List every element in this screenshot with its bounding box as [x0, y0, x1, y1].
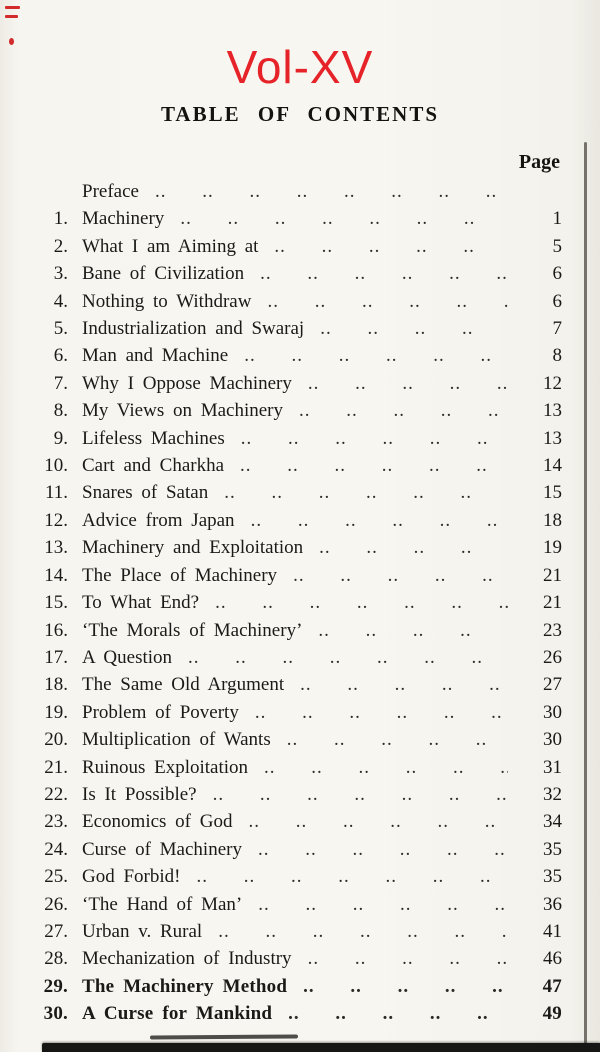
dot-leader	[258, 836, 508, 863]
volume-title: Vol-XV	[226, 41, 374, 93]
toc-entry-page: 6	[552, 263, 562, 285]
toc-row	[10, 425, 562, 452]
toc-entry-number: 13.	[44, 537, 68, 559]
toc-row	[10, 726, 562, 753]
toc-row	[10, 671, 562, 698]
toc-entry-page: 21	[543, 592, 562, 614]
toc-entry-page: 1	[552, 208, 562, 230]
toc-entry-title: The Place of Machinery	[82, 564, 278, 586]
toc-entry-page: 12	[543, 372, 562, 394]
toc-entry-number: 17.	[44, 646, 68, 668]
toc-entry-title: Nothing to Withdraw	[82, 290, 252, 312]
toc-row	[10, 397, 562, 424]
dot-leader	[188, 644, 508, 671]
toc-entry-number: 6.	[53, 345, 68, 367]
toc-entry-page: 27	[543, 674, 562, 696]
ink-smudge	[150, 1034, 298, 1039]
toc-row	[10, 973, 562, 1000]
toc-entry-page: 19	[543, 537, 562, 559]
toc-entry-title: Problem of Poverty	[82, 701, 239, 723]
page-column-label: Page	[518, 151, 560, 173]
toc-entry-title: Economics of God	[82, 811, 233, 833]
toc-entry-title: Snares of Satan	[82, 482, 209, 504]
toc-row	[10, 945, 562, 972]
dot-leader	[299, 397, 508, 424]
toc-entry-number: 25.	[44, 866, 68, 888]
dot-leader	[180, 205, 508, 232]
toc-row	[10, 918, 562, 945]
scan-edge-bottom	[42, 1043, 600, 1052]
dot-leader	[303, 973, 508, 1000]
toc-entry-page: 41	[543, 920, 562, 942]
toc-entry-title: Machinery and Exploitation	[82, 537, 304, 559]
toc-entry-number: 11.	[44, 482, 68, 504]
toc-entry-title: Cart and Charkha	[82, 455, 225, 477]
toc-row	[10, 288, 562, 315]
toc-entry-number: 7.	[53, 372, 68, 394]
dot-leader	[218, 918, 508, 945]
toc-entry-page: 30	[543, 701, 562, 723]
toc-row	[10, 754, 562, 781]
toc-entry-page: 6	[552, 290, 562, 312]
toc-entry-title: Multiplication of Wants	[82, 729, 271, 751]
toc-row	[10, 836, 562, 863]
toc-entry-title: The Same Old Argument	[82, 674, 285, 696]
dot-leader	[267, 288, 508, 315]
scan-edge-right	[584, 142, 587, 1044]
toc-entry-page: 35	[543, 866, 562, 888]
toc-entry-page: 15	[543, 482, 562, 504]
toc-row	[10, 1000, 562, 1027]
toc-entry-title: Man and Machine	[82, 345, 229, 367]
toc-entry-number: 30.	[43, 1003, 68, 1025]
toc-entry-number: 29.	[43, 975, 68, 997]
toc-entry-number: 14.	[44, 564, 68, 586]
toc-entry-number: 5.	[53, 318, 68, 340]
toc-entry-number: 21.	[44, 756, 68, 778]
toc-entry-page: 30	[543, 729, 562, 751]
toc-entry-number: 20.	[44, 729, 68, 751]
toc-entry-number: 24.	[44, 838, 68, 860]
dot-leader	[308, 945, 508, 972]
toc-entry-page: 13	[543, 427, 562, 449]
toc-entry-page: 5	[552, 235, 562, 257]
dot-leader	[248, 808, 508, 835]
toc-entry-page: 8	[552, 345, 562, 367]
toc-entry-number: 8.	[53, 400, 68, 422]
dot-leader	[251, 507, 508, 534]
toc-row	[10, 260, 562, 287]
toc-entry-title: Mechanization of Industry	[82, 948, 292, 970]
toc-row	[10, 534, 562, 561]
toc-entry-page: 36	[543, 893, 562, 915]
toc-row	[10, 781, 562, 808]
toc-entry-title: Is It Possible?	[82, 783, 197, 805]
toc-row	[10, 562, 562, 589]
toc-entry-title: Ruinous Exploitation	[82, 756, 249, 778]
toc-entry-title: Urban v. Rural	[82, 920, 203, 942]
toc-entry-number: 22.	[44, 783, 68, 805]
toc-list	[10, 178, 562, 1028]
toc-entry-title: Lifeless Machines	[82, 427, 225, 449]
toc-row	[10, 699, 562, 726]
toc-entry-page: 32	[543, 783, 562, 805]
toc-entry-title: Machinery	[82, 208, 165, 230]
toc-row	[10, 479, 562, 506]
dot-leader	[196, 863, 508, 890]
toc-row	[10, 617, 562, 644]
toc-entry-page: 35	[543, 838, 562, 860]
toc-entry-page: 31	[543, 756, 562, 778]
toc-entry-title: ‘The Morals of Machinery’	[82, 619, 303, 641]
toc-entry-title: A Question	[82, 646, 173, 668]
toc-entry-page: 46	[543, 948, 562, 970]
toc-row	[10, 507, 562, 534]
toc-entry-number: 26.	[44, 893, 68, 915]
toc-entry-title: Why I Oppose Machinery	[82, 372, 292, 394]
toc-entry-page: 13	[543, 400, 562, 422]
toc-entry-number: 10.	[44, 455, 68, 477]
toc-entry-page: 49	[542, 1003, 562, 1025]
toc-entry-page: 21	[543, 564, 562, 586]
dot-leader	[320, 315, 508, 342]
dot-leader	[224, 479, 508, 506]
toc-entry-title: My Views on Machinery	[82, 400, 284, 422]
dot-leader	[274, 233, 508, 260]
toc-entry-page: 47	[542, 975, 562, 997]
toc-entry-number: 18.	[44, 674, 68, 696]
toc-entry-title: God Forbid!	[82, 866, 181, 888]
toc-row	[10, 233, 562, 260]
toc-row	[10, 589, 562, 616]
toc-entry-number: 2.	[53, 235, 68, 257]
toc-entry-title: ‘The Hand of Man’	[82, 893, 243, 915]
dot-leader	[213, 781, 508, 808]
toc-entry-title: To What End?	[82, 592, 200, 614]
scan-red-mark	[9, 38, 14, 45]
dot-leader	[287, 726, 508, 753]
toc-entry-number: 23.	[44, 811, 68, 833]
toc-entry-number: 4.	[53, 290, 68, 312]
toc-row	[10, 342, 562, 369]
toc-entry-number: 3.	[53, 263, 68, 285]
dot-leader	[288, 1000, 508, 1027]
toc-entry-page: 7	[552, 318, 562, 340]
toc-entry-title: Advice from Japan	[82, 509, 235, 531]
toc-row	[10, 452, 562, 479]
toc-entry-title: What I am Aiming at	[82, 235, 259, 257]
toc-row	[10, 205, 562, 232]
dot-leader	[255, 699, 508, 726]
toc-entry-title: The Machinery Method	[82, 975, 288, 997]
dot-leader	[319, 534, 508, 561]
toc-heading: TABLE OF CONTENTS	[160, 102, 440, 126]
toc-entry-page: 26	[543, 646, 562, 668]
dot-leader	[300, 671, 508, 698]
dot-leader	[155, 178, 508, 205]
dot-leader	[264, 754, 508, 781]
toc-entry-number: 9.	[53, 427, 68, 449]
toc-row	[10, 315, 562, 342]
toc-entry-title: Bane of Civilization	[82, 263, 245, 285]
dot-leader	[241, 425, 508, 452]
toc-entry-page: 18	[543, 509, 562, 531]
toc-entry-number: 16.	[44, 619, 68, 641]
scan-red-mark	[5, 6, 20, 9]
toc-entry-title: Curse of Machinery	[82, 838, 242, 860]
toc-row	[10, 370, 562, 397]
toc-entry-page: 34	[543, 811, 562, 833]
dot-leader	[318, 617, 508, 644]
dot-leader	[308, 370, 508, 397]
toc-entry-title: Preface	[82, 181, 139, 202]
toc-entry-number: 1.	[53, 208, 68, 230]
scan-red-mark	[5, 15, 18, 18]
dot-leader	[293, 562, 508, 589]
toc-entry-number: 12.	[44, 509, 68, 531]
dot-leader	[215, 589, 508, 616]
toc-entry-title: A Curse for Mankind	[82, 1003, 273, 1025]
toc-entry-title: Industrialization and Swaraj	[82, 318, 305, 340]
toc-entry-number: 15.	[44, 592, 68, 614]
toc-entry-number: 19.	[44, 701, 68, 723]
dot-leader	[244, 342, 508, 369]
toc-row	[10, 863, 562, 890]
toc-entry-page: 14	[543, 455, 562, 477]
toc-row	[10, 644, 562, 671]
dot-leader	[240, 452, 508, 479]
toc-entry-number: 28.	[44, 948, 68, 970]
dot-leader	[258, 891, 508, 918]
toc-row	[10, 178, 562, 205]
toc-row	[10, 891, 562, 918]
toc-entry-page: 23	[543, 619, 562, 641]
toc-entry-number: 27.	[44, 920, 68, 942]
dot-leader	[260, 260, 508, 287]
toc-row	[10, 808, 562, 835]
